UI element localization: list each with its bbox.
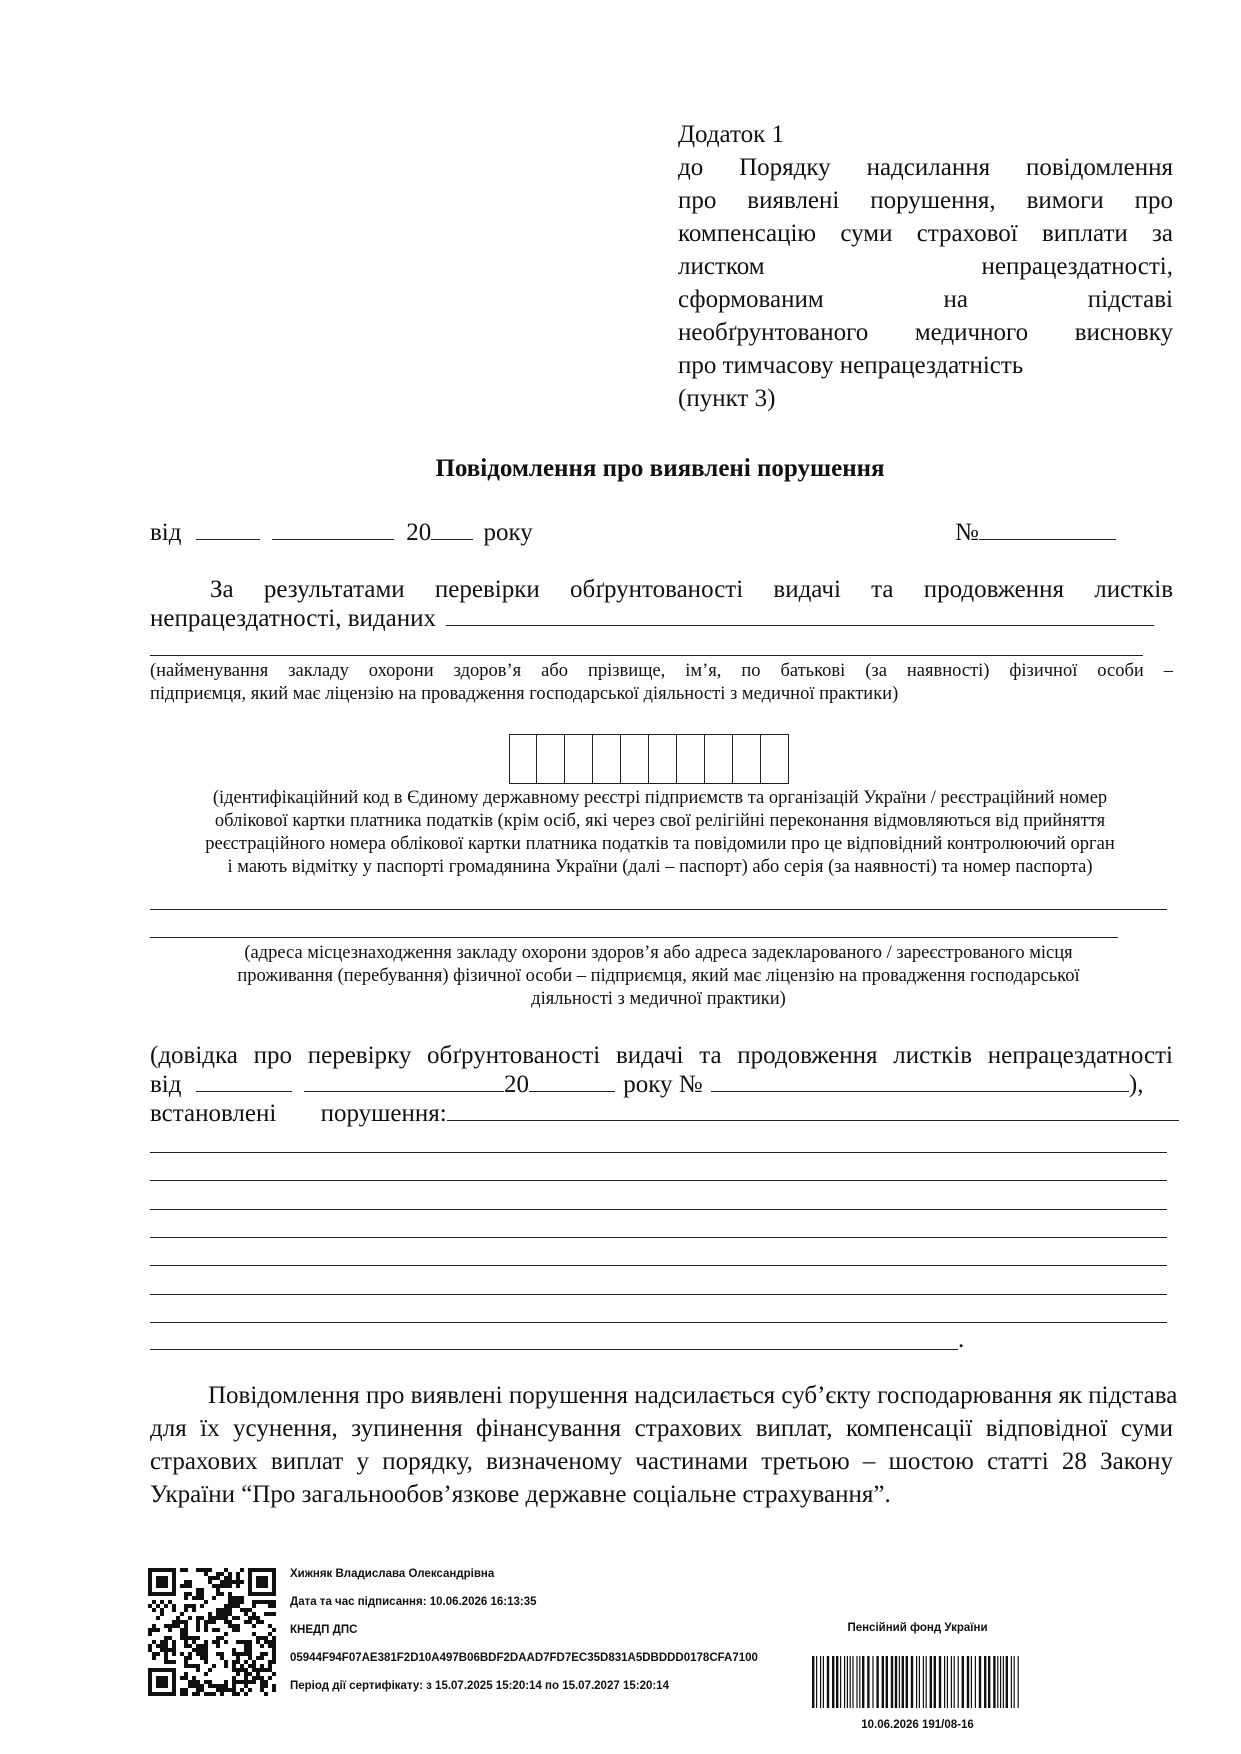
established-label: встановлені порушення:	[150, 1100, 447, 1127]
id-code-box[interactable]	[649, 734, 677, 784]
signer-name: Хижняк Владислава Олександрівна	[290, 1568, 495, 1580]
date-from-label: від	[150, 519, 182, 546]
para2-close: ),	[1128, 1071, 1144, 1098]
day-blank[interactable]	[196, 539, 260, 540]
para1-issued-label: непрацездатності, виданих	[150, 605, 436, 632]
para1-line1: За результатами перевірки обґрунтованості видачі та продовження листків	[210, 576, 1173, 603]
note2-line: реєстраційного номера облікової картки платника податків та повідомили про це відповідний контролюючий орган	[205, 834, 1115, 854]
para1-line2	[150, 602, 1154, 635]
note1-line1: (найменування закладу охорони здоров’я або прізвище, ім’я, по батькові (за наявності) фізичної особи –	[150, 661, 1173, 681]
note3-line: проживання (перебування) фізичної особи – підприємця, який має ліцензію на провадження господарської	[237, 966, 1080, 986]
violations-blank-line[interactable]	[150, 1237, 1167, 1238]
note3-line: (адреса місцезнаходження закладу охорони здоров’я або адреса задекларованого / зареєстрованого місця	[244, 943, 1073, 963]
para3-line: страхових виплат у порядку, визначеному частинами третьою – шостою статті 28 Закону	[150, 1448, 1173, 1475]
id-code-box[interactable]	[677, 734, 705, 784]
month-blank[interactable]	[272, 539, 394, 540]
para2-number-blank[interactable]	[711, 1091, 1129, 1092]
note3-line: діяльності з медичної практики)	[531, 989, 786, 1009]
year-prefix: 20	[406, 519, 432, 546]
appendix-title: Додаток 1	[678, 121, 784, 148]
para3-line: України “Про загальнообов’язкове державне соціальне страхування”.	[150, 1481, 891, 1508]
appendix-line: листком непрацездатності,	[678, 253, 1173, 280]
para2-from-label: від	[150, 1071, 182, 1098]
para2-day-blank[interactable]	[196, 1091, 292, 1092]
violations-end-dot: .	[958, 1326, 965, 1353]
violations-blank-line[interactable]	[150, 1209, 1167, 1210]
institution-blank-2[interactable]	[150, 655, 1143, 656]
address-blank-1[interactable]	[150, 909, 1167, 910]
id-code-box[interactable]	[761, 734, 789, 784]
para2-year-suffix: року №	[623, 1071, 703, 1098]
qr-code-icon	[148, 1568, 276, 1696]
note2	[130, 787, 1190, 879]
id-code-box[interactable]	[509, 734, 537, 784]
document-title: Повідомлення про виявлені порушення	[435, 455, 885, 482]
id-code-box[interactable]	[621, 734, 649, 784]
id-code-boxes	[509, 734, 789, 784]
violations-blank-line[interactable]	[150, 1294, 1167, 1295]
violations-blank-line[interactable]	[150, 1180, 1167, 1181]
appendix-line: про тимчасову непрацездатність	[678, 352, 1024, 379]
id-code-box[interactable]	[537, 734, 565, 784]
appendix-line: про виявлені порушення, вимоги про	[678, 187, 1173, 214]
para2-line1: (довідка про перевірку обґрунтованості видачі та продовження листків непрацездатності	[150, 1042, 1173, 1069]
signature-info	[290, 1567, 758, 1693]
appendix-line: сформованим на підставі	[678, 286, 1173, 313]
stamp-reg-number: 10.06.2026 191/08-16	[861, 1719, 974, 1731]
id-code-box[interactable]	[733, 734, 761, 784]
stamp-org: Пенсійний фонд України	[847, 1622, 988, 1634]
para2-year-prefix: 20	[503, 1071, 529, 1098]
appendix-line: до Порядку надсилання повідомлення	[678, 154, 1173, 181]
note2-line: облікової картки платника податків (крім осіб, які через свої релігійні переконання відмовляються від прийняття	[214, 811, 1106, 831]
para3-line: Повідомлення про виявлені порушення надсилається суб’єкту господарювання як підстава	[208, 1382, 1178, 1409]
violations-blank[interactable]	[447, 1120, 1179, 1121]
appendix-line: (пункт 3)	[678, 385, 776, 412]
certificate-validity: Період дії сертифікату: з 15.07.2025 15:20:14 по 15.07.2027 15:20:14	[290, 1680, 669, 1692]
certificate-serial: 05944F94F07AE381F2D10A497B06BDF2DAAD7FD7EC35D831A5DBDDD0178CFA7100	[290, 1652, 758, 1664]
appendix-line: компенсацію суми страхової виплати за	[678, 220, 1173, 247]
year-blank[interactable]	[431, 539, 473, 540]
signed-at: Дата та час підписання: 10.06.2026 16:13:35	[290, 1596, 537, 1608]
violations-blank-line[interactable]	[150, 1265, 1167, 1266]
number-sign: №	[955, 519, 979, 546]
violations-blank-line[interactable]	[150, 1152, 1167, 1153]
barcode	[812, 1656, 1022, 1713]
number-blank[interactable]	[979, 539, 1116, 540]
para2-month-blank[interactable]	[304, 1091, 504, 1092]
id-code-box[interactable]	[593, 734, 621, 784]
appendix-block	[678, 118, 1173, 415]
violations-blank-last[interactable]	[150, 1349, 958, 1350]
certificate-issuer: КНЕДП ДПС	[290, 1624, 358, 1636]
id-code-box[interactable]	[705, 734, 733, 784]
note2-line: і мають відмітку у паспорті громадянина України (далі – паспорт) або серія (за наявності) та номер паспорта)	[227, 857, 1093, 877]
barcode-icon	[812, 1656, 1022, 1708]
institution-blank[interactable]	[446, 625, 1154, 626]
note3	[150, 942, 1167, 1011]
note2-line: (ідентифікаційний код в Єдиному державному реєстрі підприємств та організацій України / реєстраційний номер	[212, 788, 1108, 808]
year-suffix: року	[483, 519, 533, 546]
address-blank-2[interactable]	[150, 937, 1118, 938]
date-line	[150, 516, 533, 549]
para2-line3	[150, 1097, 1179, 1130]
id-code-box[interactable]	[565, 734, 593, 784]
violations-blank-line[interactable]	[150, 1322, 1167, 1323]
appendix-line: необґрунтованого медичного висновку	[678, 319, 1173, 346]
note1-line2: підприємця, який має ліцензію на провадження господарської діяльності з медичної практики)	[150, 684, 899, 704]
number-line	[955, 516, 1116, 549]
qr-code	[148, 1568, 276, 1696]
para3-line: для їх усунення, зупинення фінансування страхових виплат, компенсації відповідної суми	[150, 1415, 1173, 1442]
para3	[150, 1379, 1178, 1511]
para2-year-blank[interactable]	[529, 1091, 615, 1092]
